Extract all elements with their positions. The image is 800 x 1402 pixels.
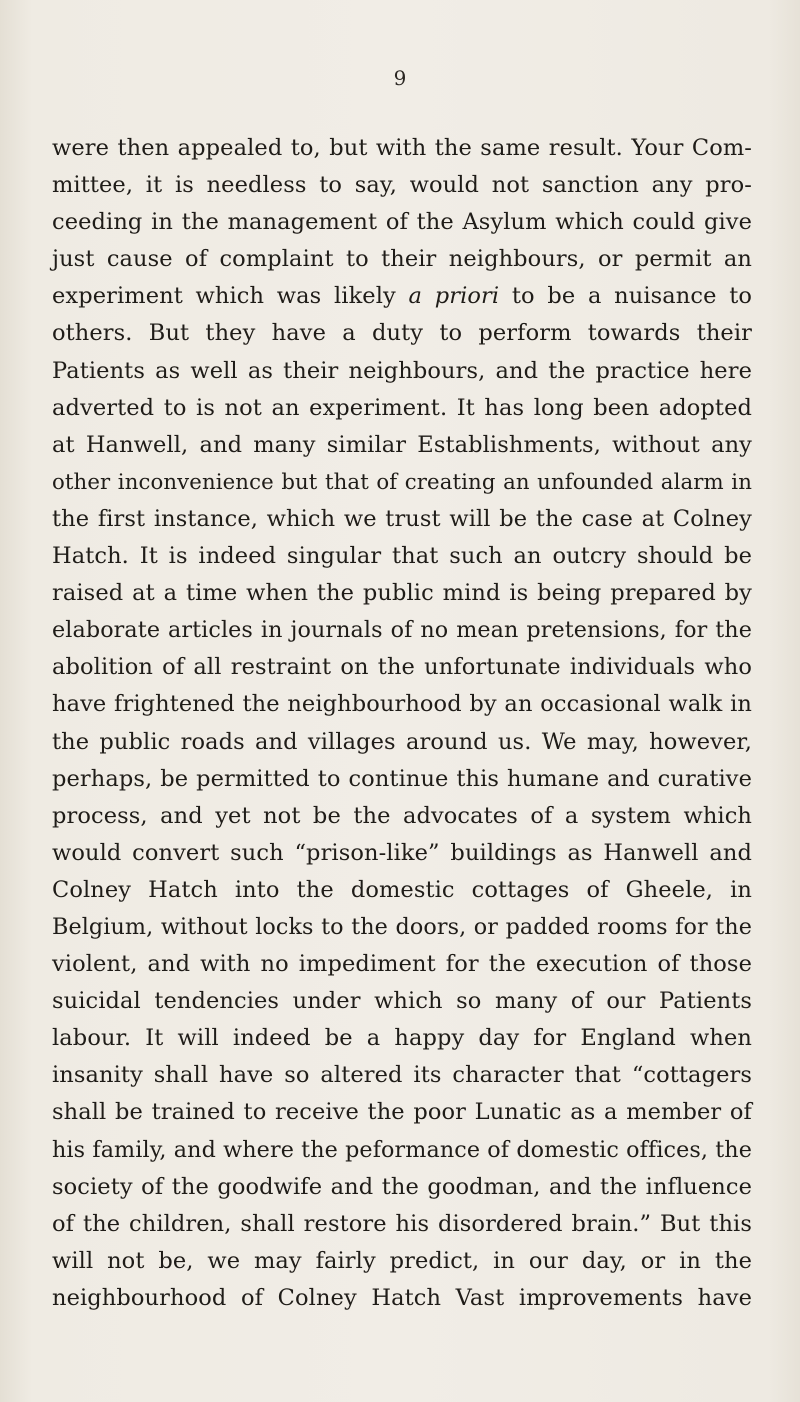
- body-paragraph: [52, 130, 752, 1317]
- italic-phrase: a priori: [408, 283, 500, 310]
- text-line: Hatch. It is indeed singular that such an outcry should be: [52, 543, 752, 570]
- text-line: others. But they have a duty to perform towards their: [52, 320, 752, 347]
- text-line: mittee, it is needless to say, would not sanction any pro-: [52, 172, 752, 199]
- text-line: will not be, we may fairly predict, in our day, or in the: [52, 1247, 752, 1274]
- text-line: labour. It will indeed be a happy day for England when: [52, 1025, 752, 1052]
- text-line: elaborate articles in journals of no mean pretensions, for the: [52, 617, 752, 644]
- text-line: perhaps, be permitted to continue this humane and curative: [52, 765, 752, 792]
- text-line: other inconvenience but that of creating an unfounded alarm in: [52, 469, 752, 495]
- text-line: of the children, shall restore his disordered brain.” But this: [52, 1210, 752, 1237]
- text-line: just cause of complaint to their neighbours, or permit an: [52, 246, 752, 273]
- text-line: have frightened the neighbourhood by an occasional walk in: [52, 691, 752, 718]
- text-line: would convert such “prison-like” buildings as Hanwell and: [52, 839, 752, 866]
- text-line: shall be trained to receive the poor Lunatic as a member of: [52, 1099, 752, 1126]
- text-line: suicidal tendencies under which so many of our Patients: [52, 988, 752, 1015]
- text-line: Colney Hatch into the domestic cottages of Gheele, in: [52, 876, 752, 903]
- text-line: the first instance, which we trust will be the case at Colney: [52, 505, 752, 532]
- text-line: ceeding in the management of the Asylum which could give: [52, 209, 752, 236]
- text-line: raised at a time when the public mind is being prepared by: [52, 580, 752, 607]
- text-line: Belgium, without locks to the doors, or padded rooms for the: [52, 913, 752, 940]
- text-line: society of the goodwife and the goodman, and the influence: [52, 1173, 752, 1200]
- text-line: abolition of all restraint on the unfortunate individuals who: [52, 654, 752, 681]
- text-line: [52, 278, 752, 315]
- text-line: violent, and with no impediment for the execution of those: [52, 951, 752, 978]
- text-line: were then appealed to, but with the same result. Your Com-: [52, 135, 752, 161]
- text-line: insanity shall have so altered its character that “cottagers: [52, 1062, 752, 1089]
- text-segment: experiment which was likely: [52, 283, 409, 310]
- text-line: at Hanwell, and many similar Establishments, without any: [52, 431, 752, 458]
- text-line: Patients as well as their neighbours, and the practice here: [52, 357, 752, 384]
- text-line: neighbourhood of Colney Hatch Vast improvements have: [52, 1284, 752, 1311]
- text-line: adverted to is not an experiment. It has long been adopted: [52, 394, 752, 421]
- text-line: his family, and where the peformance of domestic offices, the: [52, 1136, 752, 1163]
- text-line: process, and yet not be the advocates of a system which: [52, 802, 752, 829]
- page-number: 9: [393, 66, 407, 90]
- text-segment: to be a nuisance to: [499, 283, 752, 310]
- text-line: the public roads and villages around us. We may, however,: [52, 728, 752, 755]
